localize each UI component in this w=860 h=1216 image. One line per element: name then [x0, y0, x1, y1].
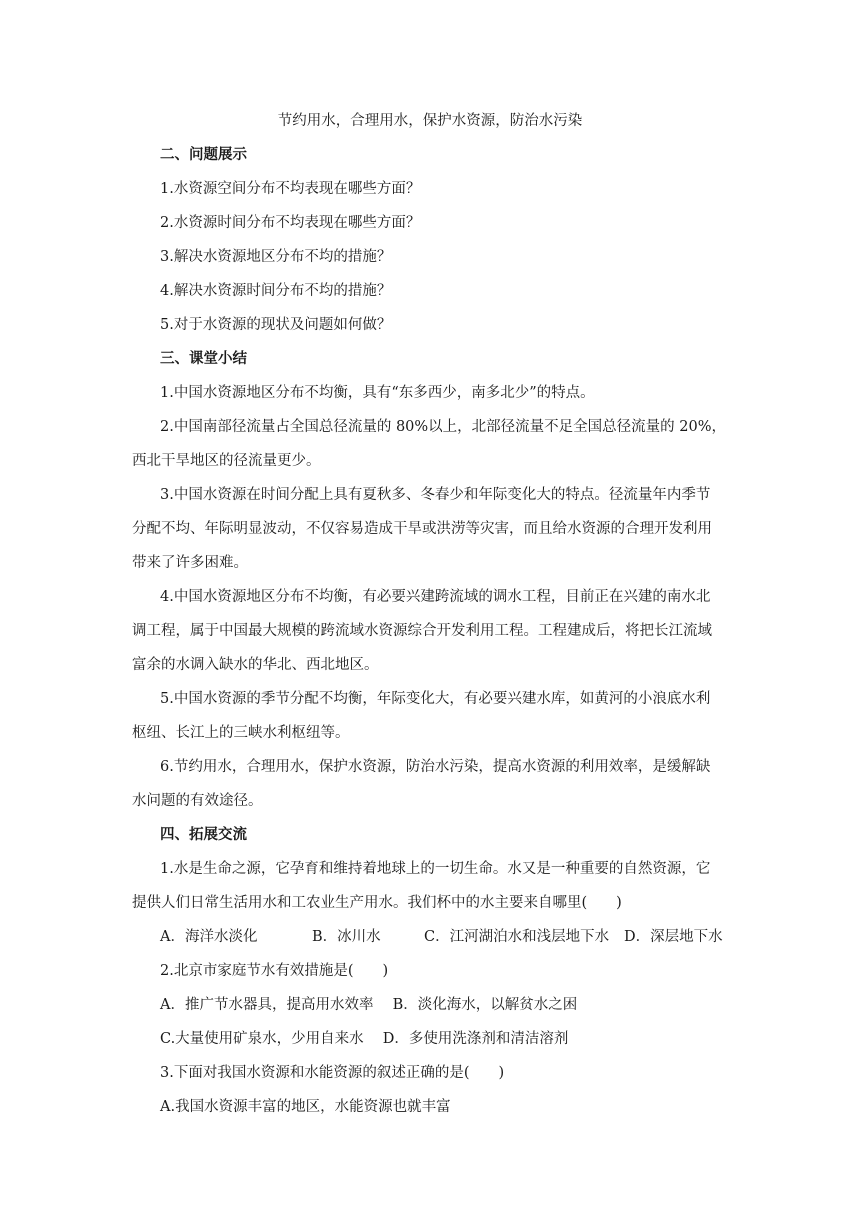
- summary-paragraph: 6.节约用水，合理用水，保护水资源，防治水污染，提高水资源的利用效率，是缓解缺: [160, 759, 711, 775]
- summary-paragraph: 1.中国水资源地区分布不均衡，具有“东多西少，南多北少”的特点。: [160, 385, 595, 401]
- question-text: 2.北京市家庭节水有效措施是( ): [160, 963, 389, 979]
- section-heading: 三、课堂小结: [160, 350, 247, 367]
- question-item: 2.水资源时间分布不均表现在哪些方面？: [160, 215, 421, 231]
- option-row: C.大量使用矿泉水，少用自来水 D．多使用洗涤剂和清洁溶剂: [160, 1031, 569, 1047]
- option-a: A．海洋水淡化: [160, 929, 258, 945]
- question-text: 3.下面对我国水资源和水能资源的叙述正确的是( ): [160, 1065, 505, 1081]
- option-c: C．江河湖泊水和浅层地下水: [424, 929, 610, 945]
- question-item: 4.解决水资源时间分布不均的措施？: [160, 283, 392, 299]
- question-text-cont: 提供人们日常生活用水和工农业生产用水。我们杯中的水主要来自哪里( ): [132, 895, 622, 911]
- top-line: 节约用水，合理用水，保护水资源，防治水污染: [277, 113, 583, 129]
- summary-paragraph-cont: 枢纽、长江上的三峡水利枢纽等。: [132, 725, 350, 741]
- summary-paragraph-cont: 分配不均、年际明显波动，不仅容易造成干旱或洪涝等灾害，而且给水资源的合理开发利用: [132, 521, 712, 537]
- summary-paragraph-cont: 西北干旱地区的径流量更少。: [132, 453, 321, 469]
- summary-paragraph: 4.中国水资源地区分布不均衡，有必要兴建跨流域的调水工程，目前正在兴建的南水北: [160, 589, 711, 605]
- option-row: A．推广节水器具，提高用水效率 B．淡化海水，以解贫水之困: [160, 997, 578, 1013]
- question-text: 1.水是生命之源，它孕育和维持着地球上的一切生命。水又是一种重要的自然资源，它: [160, 861, 711, 877]
- question-item: 3.解决水资源地区分布不均的措施？: [160, 249, 392, 265]
- question-item: 1.水资源空间分布不均表现在哪些方面？: [160, 181, 421, 197]
- question-item: 5.对于水资源的现状及问题如何做？: [160, 317, 392, 333]
- summary-paragraph-cont: 水问题的有效途径。: [132, 793, 263, 809]
- option-b: B．冰川水: [312, 929, 381, 945]
- summary-paragraph: 3.中国水资源在时间分配上具有夏秋多、冬春少和年际变化大的特点。径流量年内季节: [160, 487, 711, 503]
- option-row: A.我国水资源丰富的地区，水能资源也就丰富: [160, 1099, 451, 1115]
- summary-paragraph-cont: 调工程，属于中国最大规模的跨流域水资源综合开发利用工程。工程建成后，将把长江流域: [132, 623, 712, 639]
- summary-paragraph: 2.中国南部径流量占全国总径流量的 80%以上，北部径流量不足全国总径流量的 20%，: [160, 419, 727, 435]
- summary-paragraph-cont: 带来了许多困难。: [132, 555, 248, 571]
- section-heading: 四、拓展交流: [160, 826, 247, 843]
- summary-paragraph: 5.中国水资源的季节分配不均衡，年际变化大，有必要兴建水库，如黄河的小浪底水利: [160, 691, 711, 707]
- option-row: [160, 927, 730, 947]
- option-d: D．深层地下水: [624, 929, 723, 945]
- section-heading: 二、问题展示: [160, 146, 247, 163]
- summary-paragraph-cont: 富余的水调入缺水的华北、西北地区。: [132, 657, 379, 673]
